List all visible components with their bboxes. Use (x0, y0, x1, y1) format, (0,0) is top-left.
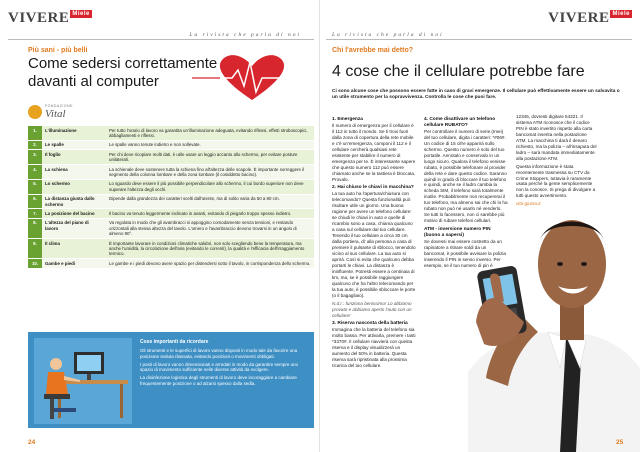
tip-row (28, 239, 314, 259)
tip-row (28, 194, 314, 209)
article-kicker: Più sani - più belli (28, 47, 88, 54)
tip-row (28, 140, 314, 149)
section-text: Immagina che la batteria del telefono sia molto bassa. Per attivarla, premere i tasti *3370#. Il cellulare riavvierà con questa riserva e il display visualizzerà un aumento del 50% in batteria. Questa riserva sarà ripristinata alla prossima ricarica del tuo cellulare. (332, 327, 416, 369)
tip-number: 1. (28, 126, 42, 140)
tip-row (28, 209, 314, 218)
tip-row (28, 150, 314, 165)
brand-name: Vital (45, 108, 66, 120)
header-rule (8, 39, 314, 40)
tip-term: La distanza giusta dallo schermo (42, 194, 106, 209)
page-number-left: 24 (28, 439, 36, 446)
tip-term: Il foglio (42, 150, 106, 165)
reminder-paragraph: Gli strumenti e le superfici di lavoro vanno disposti in modo tale da favorire una posizione seduta rilassata, evitando posizioni o movimenti obbligati. (140, 348, 298, 359)
tip-number: 6. (28, 194, 42, 209)
article2-lead: Ci sono alcune cose che possono essere fatte in caso di gravi emergenze. Il cellulare può effettivamente essere un salvavita o un utile strumento per la sopravvivenza. Controlla le cose che puoi fare. (332, 89, 620, 101)
section-heading: 3. Riserva nascosta della batteria (332, 321, 408, 327)
section-text: Se dovessi mai essere costretto da un rapinatore a ritirare soldi da un bancomat, è possibile avvisare la polizia inserendo il PIN in senso inverso. Per esempio, se il tuo numero di pin è (424, 239, 506, 268)
tip-number: 2. (28, 140, 42, 149)
tip-text: Per tutto l'orario di lavoro va garantita un'illuminazione adeguata, evitando riflessi, effetti stroboscopici, abbagliamenti e riflessi. (106, 126, 314, 140)
man-with-phone-photo (468, 172, 640, 452)
page-number-right: 25 (616, 439, 624, 446)
tip-term: Il clima (42, 239, 106, 259)
tip-text: Lo sguardo deve essere il più possibile perpendicolare allo schermo, il cui bordo superiore non deve superare l'altezza degli occhi. (106, 179, 314, 194)
tip-row (28, 259, 314, 268)
tip-term: Lo schermo (42, 179, 106, 194)
tagline-right: La rivista che parla di noi (332, 32, 444, 38)
reminder-heading: Cose importanti da ricordare (140, 339, 209, 345)
section-text: Per controllare il numero di serie (Imei) del tuo cellulare, digita i caratteri: *#06#. Un codice di 15 cifre apparirà sullo schermo. Questo numero è solo del tuo portatile. Annotalo e conservalo in un luogo sicuro. Qualora il telefono venisse rubato, è possibile telefonare al provider della rete e dare questo codice. Saranno quindi in grado di bloccare il tuo telefono e quindi, anche se il ladro cambia la scheda SIM, il telefono sarà totalmente inutile. Probabilmente non recupererai il tuo telefono, ma almeno sai che chi lo ha rubato non può né usarlo né venderlo. Se tutti lo facessero, non ci sarebbe più motivo di rubare telefoni cellulari. (424, 128, 508, 224)
tip-number: 7. (28, 209, 42, 218)
tagline: La rivista che parla di noi (189, 32, 301, 38)
reminder-paragraph: I posti di lavoro vanno dimensionati e arredati in modo da garantire sempre uno spazio di movimento sufficiente nelle diverse attività da svolgere. (140, 361, 299, 373)
tip-text: Va regolata in modo che gli avambracci si appoggino comodamente senza tensioni, e restando orizzontali alla stessa altezza del tavolo. L'omero e l'avambraccio devono trovarsi in un angolo di almeno 90°. (106, 218, 314, 238)
header-rule-right (326, 39, 632, 40)
tip-text: Per chi deve ricopiare molti dati, è utile usare un leggio accanto allo schermo, per evitare posture unilaterali. (106, 150, 314, 165)
brand-dot-icon (28, 105, 42, 119)
section-heading: 1. Emergenza (332, 117, 363, 122)
section-text: 12345, dovresti digitare 54321. Il sistema ATM riconosce che il codice PIN è stato invertito rispetto alla carta bancomat inserita nella postazione ATM. La macchina ti darà il denaro richiesto, ma la polizia – all'insaputa del ladro – sarà mandata immediatamente alla postazione ATM. (516, 114, 597, 161)
tip-term: Gambe e piedi (42, 259, 106, 268)
reminder-body (140, 348, 308, 389)
tip-text: La schienale deve sostenere tutta la schiena fino all'altezza delle scapole. È importante sorreggere il segmento della colonna lombare e della zona lombare (il cosiddetto bacino). (106, 165, 314, 180)
tip-row (28, 126, 314, 140)
tip-term: L'illuminazione (42, 126, 106, 140)
brand-small: FONDAZIONE (45, 104, 73, 108)
section-heading: 4. Come disattivare un telefono cellulare RUBATO? (424, 117, 496, 128)
magazine-logo-right (548, 10, 632, 27)
article2-title: 4 cose che il cellulare potrebbe fare (332, 63, 585, 80)
article2-kicker: Chi l'avrebbe mai detto? (332, 47, 414, 54)
tip-term: Le spalle (42, 140, 106, 149)
desk-illustration-icon (34, 338, 132, 424)
tip-number: 8. (28, 218, 42, 238)
magazine-logo (8, 10, 92, 27)
tip-number: 3. (28, 150, 42, 165)
tip-number: 4. (28, 165, 42, 180)
reminder-box (28, 332, 314, 428)
tip-row (28, 165, 314, 180)
brand-logo (28, 104, 98, 122)
tip-text: Le spalle vanno tenute indietro e non sollevate. (106, 140, 314, 149)
section-text: Il numero di emergenza per il cellulare è il 112 in tutto il mondo. Se ti trovi fuori dalla zona di copertura della rete mobile e c'è un'emergenza, componi il 112 e il cellulare cercherà qualsiasi rete esistente per stabilire il numero di emergenza per te. È interessante sapere che questo numero 112 può essere chiamato anche se la tastiera è bloccata. Provalo. (332, 122, 416, 182)
article2-column-1 (332, 114, 416, 371)
reminder-paragraph: La disinfezione logistica degli strumenti di lavoro deve incoraggiare a cambiare frequentemente posizione o ad alzarsi spesso dalla sedia. (140, 375, 297, 386)
logo-text-right: VIVERE (548, 10, 610, 26)
logo-text: VIVERE (8, 10, 70, 26)
article-title-line2: davanti al computer (28, 73, 159, 90)
article-title-line1: Come sedersi correttamente (28, 55, 218, 72)
tip-row (28, 179, 314, 194)
logo-tag: Miele (72, 11, 90, 17)
section-text: Questa informazione è stata recentemente trasmessa su CTV da Crime Stoppers, tuttavia è raramente usata perché la gente semplicemente non la conosce. Si prega di divulgare a tutti questo avvertimento. (516, 163, 596, 199)
tip-row (28, 218, 314, 238)
section-heading: 2. Hai chiuso le chiavi in macchina? (332, 185, 414, 191)
heart-ecg-icon (192, 52, 302, 104)
tip-term: La posizione del bacino (42, 209, 106, 218)
tip-number: 9. (28, 239, 42, 259)
tip-number: 5. (28, 179, 42, 194)
tips-table (28, 126, 314, 269)
section-text: N.d.r.: funziona benissimo! Lo abbiamo provato e abbiamo aperto l'auto con un cellulare! (332, 300, 412, 318)
section-heading: ATM - inversione numero PIN (buono a sapersi) (424, 227, 491, 239)
tip-term: L'altezza del piano di lavoro (42, 218, 106, 238)
section-text: La tua auto ha l'apertura/chiusura con telecomando? Questa funzionalità può risultare utile un giorno. Una buona ragione per avere un telefono cellulare: se chiudi le chiavi in auto e quelle di ricambio sono a casa, chiama qualcuno a casa sul cellulare dal tuo cellulare. Tenendo il tuo cellulare a circa 30 cm dalla portiera, di' alla persona a casa di premere il pulsante di sblocco, tenendolo vicino al suo cellulare. La tua auto si aprirà. Così si evita che qualcuno debba portarti le chiavi. La distanza è ininfluente. Potresti essere a centinaia di km, ma, se è possibile raggiungere qualcuno che ha l'altro telecomando per la tua auto, è possibile sbloccare le porte (o il bagagliaio). (332, 191, 416, 298)
tip-text: Dipende dalla grandezza dei caratteri scelti dall'utente, ma di solito varia da 50 a 80 cm. (106, 194, 314, 209)
tip-term: La schiena (42, 165, 106, 180)
tip-text: Il bacino va tenuto leggermente inclinato in avanti, evitando di piegarlo troppo spesso indietro. (106, 209, 314, 218)
tip-text: Le gambe e i piedi devono avere spazio per distendersi sotto il tavolo, in corrispondenza dello schermo. (106, 259, 314, 268)
tip-number: 10. (28, 259, 42, 268)
logo-tag-right: Miele (612, 11, 630, 17)
source-credit: vita-giusta.it (516, 201, 541, 207)
tip-text: È importante lavorare in condizioni climatiche salubri, non solo scegliendo bene la temperatura, ma anche l'umidità, la circolazione dell'aria (evitando le correnti), la qualità e l'efficacia dell'irraggiamento termico. (106, 239, 314, 259)
